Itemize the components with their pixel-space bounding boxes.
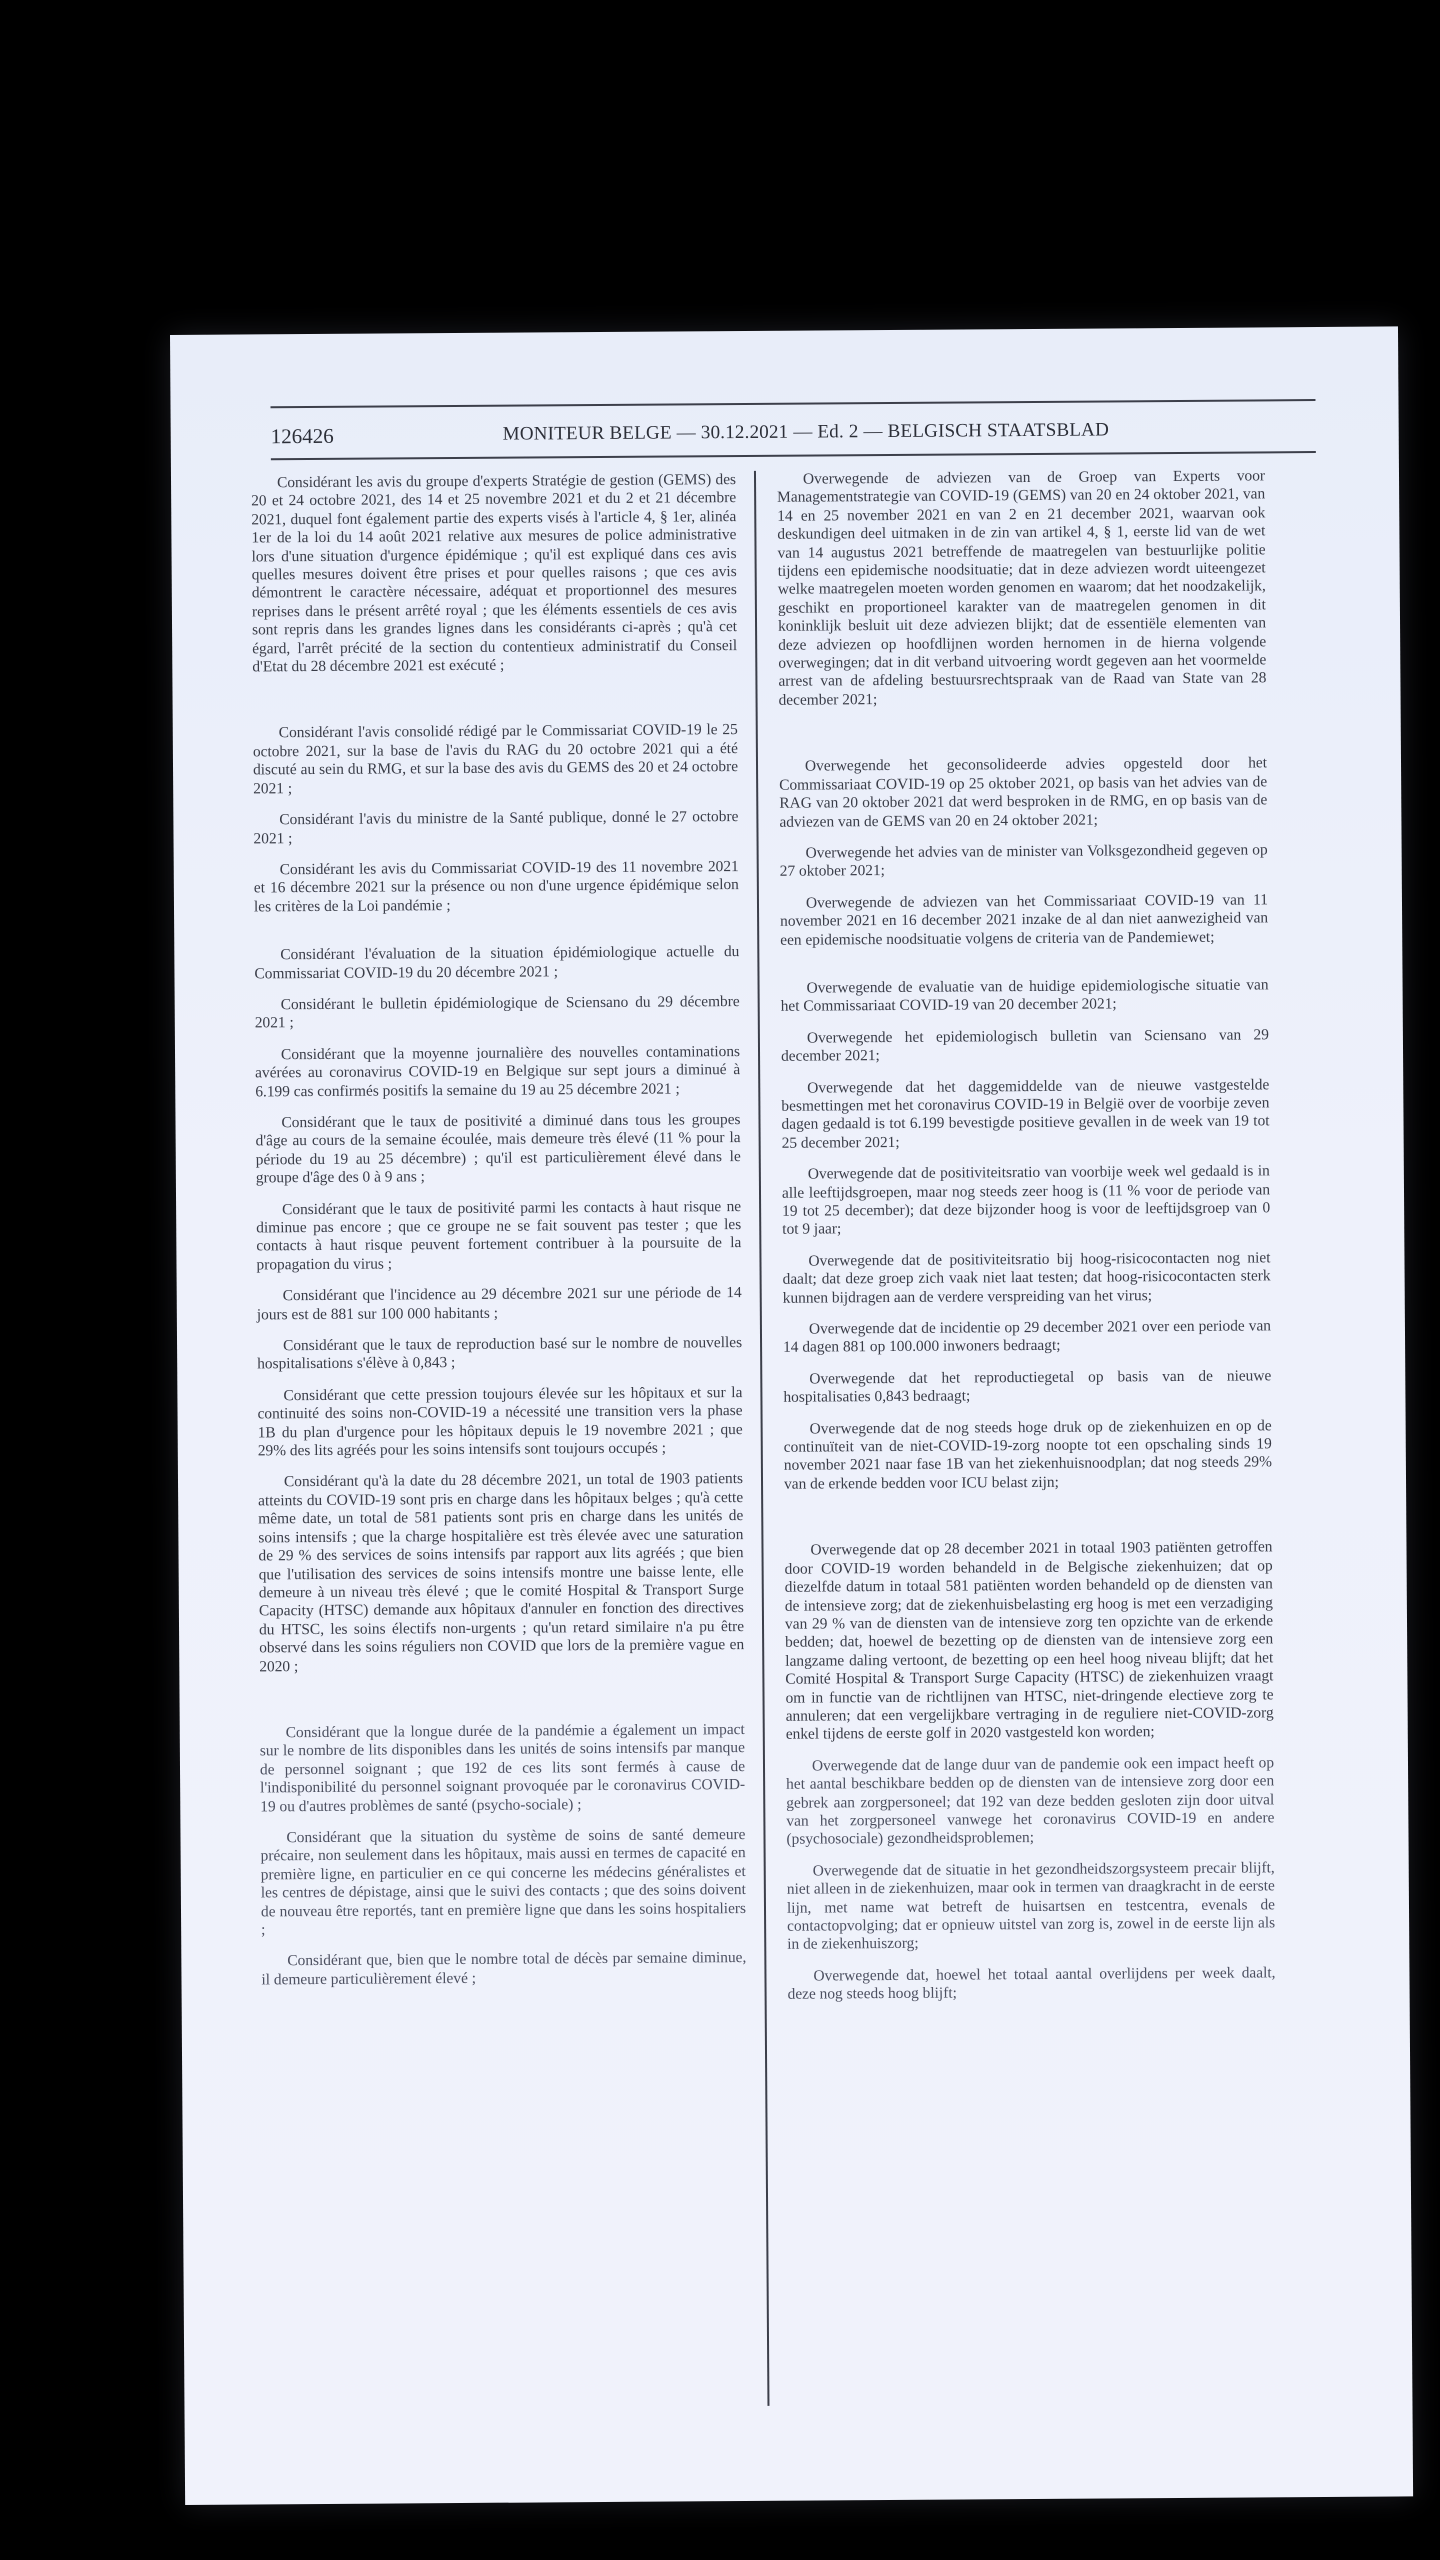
document-page <box>170 326 1413 2505</box>
paragraph: Considérant l'évaluation de la situation épidémiologique actuelle du Commissariat COVID-19 du 20 décembre 2021 ; <box>254 943 740 982</box>
paragraph: Considérant que l'incidence au 29 décembre 2021 sur une période de 14 jours est de 881 sur 100 000 habitants ; <box>256 1284 742 1324</box>
paragraph: Overwegende de adviezen van de Groep van Experts voor Managementstrategie van COVID-19 (GEMS) van 20 en 24 oktober 2021, van 14 en 25 november 2021 en van 2 en 21 december 2021, waarvan ook deskundigen deel uitmaken in de zin van artikel 4, § 1, eerste lid van de wet van 14 augustus 2021 betreffende de maatregelen van bestuurlijke politie tijdens een epidemische noodsituatie; dat in deze adviezen wordt uiteengezet welke maatregelen moeten worden genomen en waarom; dat het noodzakelijk, geschikt en proportioneel karakter van de maatregelen genomen in dit koninklijk besluit uit deze adviezen blijkt; dat de essentiële elementen van deze adviezen op hoofdlijnen worden hernomen in de hierna volgende overwegingen; dat in dit verband uitvoering wordt gegeven aan het voormelde arrest van de afdeling bestuursrechtspraak van de Raad van State van 28 december 2021; <box>777 467 1267 709</box>
page-header <box>271 415 1316 452</box>
paragraph: Overwegende dat het reproductiegetal op basis van de nieuwe hospitalisaties 0,843 bedraagt; <box>783 1367 1272 1406</box>
paragraph: Overwegende het epidemiologisch bulletin van Sciensano van 29 december 2021; <box>780 1026 1269 1065</box>
header-bottom-rule <box>271 451 1316 460</box>
paragraph: Considérant que le taux de positivité parmi les contacts à haut risque ne diminue pas encore ; que ce groupe ne se fait souvent pas tester ; que les contacts à haut risque peuvent fortement contribuer à la poursuite de la propagation du virus ; <box>256 1197 742 1274</box>
paragraph: Overwegende dat de lange duur van de pandemie ook een impact heeft op het aantal beschikbare bedden op de diensten van de intensieve zorg door een gebrek aan zorgpersoneel; dat 192 van deze bedden gesloten zijn door uitval van het zorgpersoneel vanwege het coronavirus COVID-19 en andere (psychosociale) gezondheidsproblemen; <box>786 1754 1275 1849</box>
paragraph: Considérant que la moyenne journalière des nouvelles contaminations avérées au coronavirus COVID-19 en Belgique sur sept jours a diminué à 6.199 cas confirmés positifs la semaine du 19 au 25 décembre 2021 ; <box>255 1042 741 1100</box>
paragraph: Considérant les avis du groupe d'experts Stratégie de gestion (GEMS) des 20 et 24 octobre 2021, des 14 et 25 novembre 2021 et du 2 et 21 décembre 2021, duquel font également partie des experts visés à l'article 4, § 1er, alinéa 1er de la loi du 14 août 2021 relative aux mesures de police administrative lors d'une situation d'urgence épidémique ; qu'il est expliqué dans ces avis quelles mesures doivent être prises et pour quelles raisons ; que ces avis démontrent le caractère nécessaire, adéquat et proportionnel des mesures reprises dans le présent arrêté royal ; que les éléments essentiels de ces avis sont repris dans les grandes lignes dans les considérants ci-après ; qu'à cet égard, l'arrêt précité de la section du contentieux administratif du Conseil d'Etat du 28 décembre 2021 est exécuté ; <box>251 471 738 676</box>
paragraph: Overwegende dat de nog steeds hoge druk op de ziekenhuizen en op de continuïteit van de niet-COVID-19-zorg noopte tot een opschaling sinds 19 november 2021 naar fase 1B van het ziekenhuisnoodplan; dat nog steeds 29% van de erkende bedden voor ICU belast zijn; <box>783 1416 1272 1493</box>
paragraph: Overwegende dat de situatie in het gezondheidszorgsysteem precair blijft, niet alleen in de ziekenhuizen, maar ook in termen van draagkracht in de eerste lijn, met name wat betreft de huisartsen en testcentra, evenals de contactopvolging; dat er opnieuw uitstel van zorg is, zowel in de eerste lijn als in de ziekenhuiszorg; <box>786 1859 1276 1954</box>
paragraph: Considérant que le taux de reproduction basé sur le nombre de nouvelles hospitalisations s'élève à 0,843 ; <box>257 1334 743 1373</box>
paragraph: Overwegende dat de incidentie op 29 december 2021 over een periode van 14 dagen 881 op 100.000 inwoners bedraagt; <box>783 1317 1272 1357</box>
right-column-dutch <box>777 467 1276 2017</box>
paragraph: Considérant que le taux de positivité a diminué dans tous les groupes d'âge au cours de la semaine écoulée, mais demeure très élevé (11 % pour la période du 19 au 25 décembre) ; qu'il est particulièrement élevé dans le groupe d'âge des 0 à 9 ans ; <box>255 1111 741 1187</box>
paragraph: Considérant l'avis consolidé rédigé par le Commissariat COVID-19 le 25 octobre 2021, sur la base de l'avis du RAG du 20 octobre 2021 qui a été discuté au sein du RMG, et sur la base des avis du GEMS des 20 et 24 octobre 2021 ; <box>252 721 739 798</box>
paragraph: Considérant le bulletin épidémiologique de Sciensano du 29 décembre 2021 ; <box>254 992 740 1032</box>
paragraph: Overwegende het advies van de minister van Volksgezondheid gegeven op 27 oktober 2021; <box>779 841 1268 881</box>
paragraph: Overwegende de adviezen van het Commissariaat COVID-19 van 11 november 2021 en 16 december 2021 inzake de al dan niet aanwezigheid van een epidemische noodsituatie volgens de criteria van de Pandemiewet; <box>780 891 1269 949</box>
paragraph: Overwegende de evaluatie van de huidige epidemiologische situatie van het Commissariaat COVID-19 van 20 december 2021; <box>780 976 1269 1016</box>
paragraph: Overwegende dat de positiviteitsratio van voorbije week wel gedaald is in alle leeftijdsgroepen, maar nog steeds zeer hoog is (11 % voor de periode van 19 tot 25 december); dat deze bijzonder hoog is voor de leeftijdsgroep van 0 tot 9 jaar; <box>781 1162 1271 1239</box>
column-divider <box>754 471 770 2406</box>
header-top-rule <box>271 399 1316 408</box>
paragraph: Considérant l'avis du ministre de la Santé publique, donné le 27 octobre 2021 ; <box>253 808 739 847</box>
page-number: 126426 <box>270 423 334 449</box>
paragraph: Overwegende dat het daggemiddelde van de nieuwe vastgestelde besmettingen met het coronavirus COVID-19 in België over de voorbije zeven dagen gedaald is tot 6.199 bevestigde positieve gevallen in de week van 19 tot 25 december 2021; <box>781 1075 1270 1152</box>
paragraph: Overwegende dat de positiviteitsratio bij hoog-risicocontacten nog niet daalt; dat deze groep zich vaak niet laat testen; dat hoog-risicocontacten sterk kunnen bijdragen aan de verdere verspreiding van het virus; <box>782 1249 1271 1307</box>
paragraph: Considérant que la longue durée de la pandémie a également un impact sur le nombre de lits disponibles dans les unités de soins intensifs par manque de personnel soignant ; que 192 de ces lits sont fermés à cause de l'indisponibilité du personnel soignant provoquée par le coronavirus COVID-19 ou d'autres problèmes de santé (psycho-sociale) ; <box>259 1720 746 1815</box>
paragraph: Considérant les avis du Commissariat COVID-19 des 11 novembre 2021 et 16 décembre 2021 sur la présence ou non d'une urgence épidémique selon les critères de la Loi pandémie ; <box>253 857 739 916</box>
paragraph: Considérant que la situation du système de soins de santé demeure précaire, non seulement dans les hôpitaux, mais aussi en termes de capacité en première ligne, en particulier en ce qui concerne les médecins généralistes et les centres de dépistage, ainsi que le suivi des contacts ; que des soins doivent de nouveau être reportés, tant en première ligne que dans les soins hospitaliers ; <box>260 1825 747 1939</box>
paragraph: Overwegende dat, hoewel het totaal aantal overlijdens per week daalt, deze nog steeds hoog blijft; <box>787 1964 1276 2003</box>
paragraph: Overwegende dat op 28 december 2021 in totaal 1903 patiënten getroffen door COVID-19 worden behandeld in de Belgische ziekenhuizen; dat op diezelfde datum in totaal 581 patiënten worden behandeld op de diensten van de intensieve zorg; dat de ziekenhuisbelasting erg hoog is met een verzadiging van 29 % van de diensten van de intensieve zorg ten opzichte van de erkende bedden; dat, hoewel de bezetting op de diensten van de intensieve zorg een langzame daling vertoont, de bezetting op een heel hoog niveau blijft; dat het Comité Hospital & Transport Surge Capacity (HTSC) de ziekenhuizen vraagt om in functie van de richtlijnen van HTSC, niet-dringende electieve zorg te annuleren; dat een vergelijkbare vertraging in de reguliere niet-COVID-zorg enkel tijdens de eerste golf in 2020 vastgesteld kon worden; <box>784 1538 1274 1744</box>
paragraph: Considérant que, bien que le nombre total de décès par semaine diminue, il demeure particulièrement élevé ; <box>261 1949 747 1989</box>
left-column-french <box>251 471 747 2003</box>
paragraph: Considérant qu'à la date du 28 décembre 2021, un total de 1903 patients atteints du COVID-19 sont pris en charge dans les hôpitaux belges ; qu'à cette même date, un total de 581 patients sont pris en charge dans les unités de soins intensifs ; que la charge hospitalière est très élevée avec une saturation de 29 % des services de soins intensifs par rapport aux lits agréés ; que bien que l'utilisation des services de soins intensifs montre une baisse lente, elle demeure à un niveau très élevé ; que le comité Hospital & Transport Surge Capacity (HTSC) demande aux hôpitaux d'annuler en fonction des directives du HTSC, les soins électifs non-urgents ; qu'un retard similaire n'a pu être observé dans les soins réguliers non COVID que lors de la première vague en 2020 ; <box>258 1470 745 1675</box>
paragraph: Considérant que cette pression toujours élevée sur les hôpitaux et sur la continuité des soins non-COVID-19 a nécessité une transition vers la phase 1B du plan d'urgence pour les hôpitaux depuis le 19 novembre 2021 ; que 29% des lits agréés pour les soins intensifs sont toujours occupés ; <box>257 1383 743 1460</box>
gazette-title: MONITEUR BELGE — 30.12.2021 — Ed. 2 — BELGISCH STAATSBLAD <box>502 419 1110 445</box>
paragraph: Overwegende het geconsolideerde advies opgesteld door het Commissariaat COVID-19 op 25 oktober 2021, op basis van het advies van de RAG van 20 oktober 2021 dat werd besproken in de RMG, en op basis van de adviezen van de GEMS van 20 en 24 oktober 2021; <box>779 754 1268 831</box>
